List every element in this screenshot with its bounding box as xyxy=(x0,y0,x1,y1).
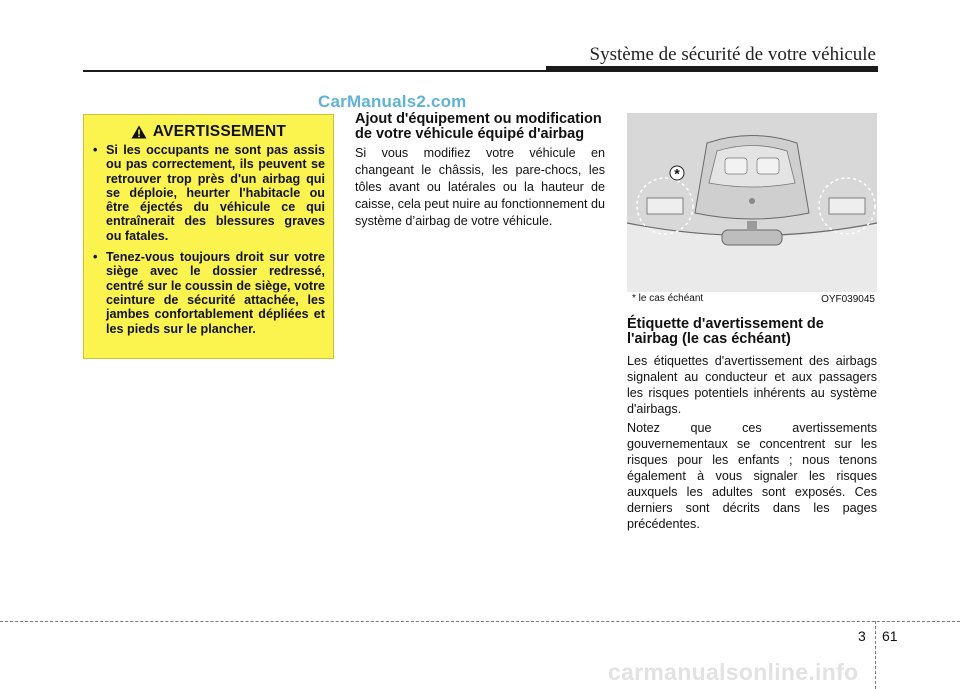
page-number: 61 xyxy=(882,628,898,644)
section-heading: Ajout d'équipement ou modification de votre véhicule équipé d'airbag xyxy=(355,111,602,142)
warning-item: • Tenez-vous toujours droit sur votre siège avec le dossier redressé, centré sur le coussin de siège, votre ceinture de sécurité attachée, les jambes confortablement dépliées et les pieds sur le plancher. xyxy=(92,250,325,336)
section-equipment-modification xyxy=(355,112,605,230)
figure-caption xyxy=(627,293,877,311)
watermark-top[interactable]: CarManuals2.com xyxy=(318,92,467,111)
page-number-divider xyxy=(875,621,876,689)
page-header-title: Système de sécurité de votre véhicule xyxy=(589,44,876,65)
section-airbag-warning-label xyxy=(627,317,877,535)
section-heading: Étiquette d'avertissement de l'airbag (le cas échéant) xyxy=(627,316,824,347)
section-paragraph: Notez que ces avertissements gouvernementaux se concentrent sur les risques pour les enfants ; nous tenons également à vous signaler les risques auxquels les adultes sont exposés. Ces derniers sont décrits dans les pages précédentes. xyxy=(627,421,877,531)
section-paragraph: Les étiquettes d'avertissement des airbags signalent au conducteur et aux passagers les risques potentiels inhérents au système d'airbags. xyxy=(627,354,877,416)
airbag-label-figure xyxy=(627,113,877,292)
warning-header xyxy=(92,123,325,141)
headliner-illustration xyxy=(627,113,877,292)
header-rule-accent xyxy=(546,66,878,72)
warning-triangle-icon xyxy=(131,125,147,139)
warning-list xyxy=(92,143,325,336)
figure-note: * le cas échéant xyxy=(632,293,704,304)
footer-rule xyxy=(0,621,960,622)
warning-box xyxy=(83,114,334,359)
figure-marker: * xyxy=(674,165,680,182)
warning-title: AVERTISSEMENT xyxy=(152,123,287,140)
chapter-number: 3 xyxy=(858,628,866,644)
watermark-bottom[interactable]: carmanualsonline.info xyxy=(608,659,859,685)
figure-code: OYF039045 xyxy=(821,294,875,305)
warning-item: • Si les occupants ne sont pas assis ou pas correctement, ils peuvent se retrouver trop près d'un airbag qui se déploie, heurter l'habitacle ou être éjectés du véhicule ce qui entraînerait des blessures graves ou fatales. xyxy=(92,143,325,243)
section-body: Si vous modifiez votre véhicule en changeant le châssis, les pare-chocs, les tôles avant ou latérales ou la hauteur de caisse, cela peut nuire au fonctionnement du système d’airbag de votre véhicule. xyxy=(355,146,605,228)
